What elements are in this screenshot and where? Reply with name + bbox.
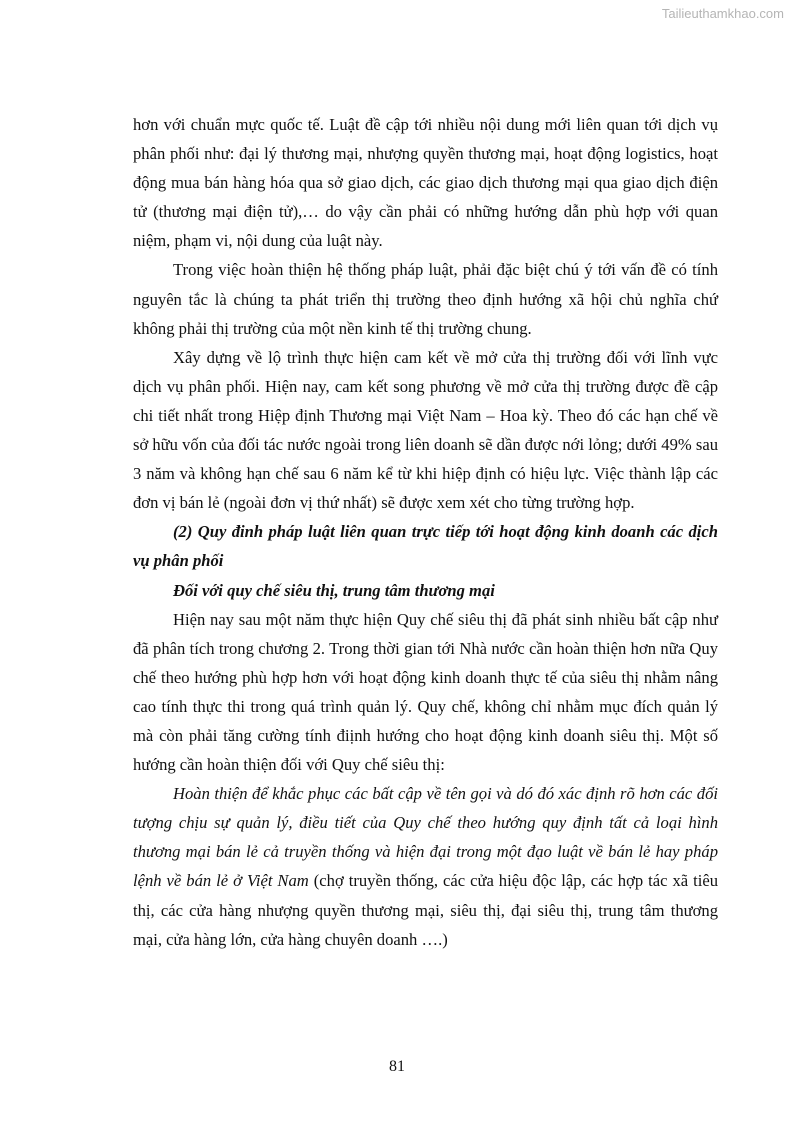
italic-text: Hoàn thiện để khắc phục các bất cập về tên gọi và dó đó xác định rõ hơn các đối tượng chịu sự quản lý, điều tiết của Quy chế theo hướng quy định tất cả loại hình thương mại bán lẻ cả truyền thống và hiện đại trong một đạo luật về bán lẻ hay pháp lệnh về bán lẻ ở Việt Nam: [133, 784, 718, 891]
paragraph-market-opening: Xây dựng về lộ trình thực hiện cam kết về mở cửa thị trường đối với lĩnh vực dịch vụ phân phối. Hiện nay, cam kết song phương về mở cửa thị trường được đề cập chi tiết nhất trong Hiệp định Thương mại Việt Nam – Hoa kỳ. Theo đó các hạn chế về sở hữu vốn của đối tác nước ngoài trong liên doanh sẽ dần được nới lỏng; dưới 49% sau 3 năm và không hạn chế sau 6 năm kể từ khi hiệp định có hiệu lực. Việc thành lập các đơn vị bán lẻ (ngoài đơn vị thứ nhất) sẽ được xem xét cho từng trường hợp.: [133, 347, 718, 513]
paragraph-legal-system: Trong việc hoàn thiện hệ thống pháp luật, phải đặc biệt chú ý tới vấn đề có tính nguyên tắc là chúng ta phát triển thị trường theo định hướng xã hội chủ nghĩa chứ không phải thị trường của một nền kinh tế thị trường chung.: [133, 260, 718, 338]
document-body: [133, 110, 718, 954]
section-heading: (2) Quy đinh pháp luật liên quan trực tiếp tới hoạt động kinh doanh các dịch vụ phân phối: [133, 522, 718, 571]
paragraph-improvement-direction: [133, 779, 718, 954]
subsection-heading: Đối với quy chế siêu thị, trung tâm thương mại: [173, 580, 495, 600]
paragraph-continuation: hơn với chuẩn mực quốc tế. Luật đề cập tới nhiều nội dung mới liên quan tới dịch vụ phân phối như: đại lý thương mại, nhượng quyền thương mại, hoạt động logistics, hoạt động mua bán hàng hóa qua sở giao dịch, các giao dịch thương mại qua giao dịch điện tử (thương mại điện tử),… do vậy cần phải có những hướng dẫn phù hợp với quan niệm, phạm vi, nội dung của luật này.: [133, 115, 718, 251]
page-number: 81: [389, 1058, 405, 1075]
plain-text: (chợ truyền thống, các cửa hiệu độc lập, các hợp tác xã tiêu thị, các cửa hàng nhượng quyền thương mại, siêu thị, đại siêu thị, trung tâm thương mại, cửa hàng lớn, cửa hàng chuyên doanh ….): [133, 871, 719, 949]
watermark-text: Tailieuthamkhao.com: [661, 6, 784, 21]
paragraph-supermarket-rules: Hiện nay sau một năm thực hiện Quy chế siêu thị đã phát sinh nhiều bất cập như đã phân tích trong chương 2. Trong thời gian tới Nhà nước cần hoàn thiện hơn nữa Quy chế theo hướng phù hợp hơn với hoạt động kinh doanh thực tế của siêu thị nhằm nâng cao tính thực thi trong quá trình quản lý. Quy chế, không chỉ nhằm mục đích quản lý mà còn phải tăng cường tính điịnh hướng cho hoạt động kinh doanh siêu thị. Một số hướng cần hoàn thiện đối với Quy chế siêu thị:: [133, 609, 718, 775]
